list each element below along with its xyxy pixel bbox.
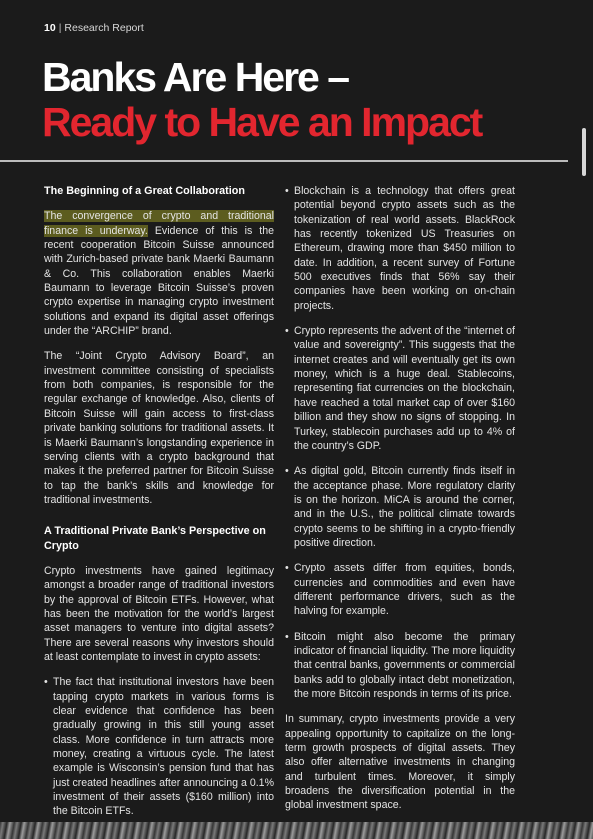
right-column	[285, 184, 515, 824]
list-item: • Blockchain is a technology that offers great potential beyond crypto assets such as the tokenization of real world assets. BlackRock has recently tokenized US Treasuries on Ethereum, drawing more than $450 million to date. In addition, a recent survey of Fortune 500 executives finds that 56% say their companies have been working on on-chain projects.	[285, 184, 515, 313]
title-divider	[0, 160, 568, 162]
scrollbar-thumb[interactable]	[582, 128, 586, 176]
section-heading-collaboration: The Beginning of a Great Collaboration	[44, 185, 245, 197]
bullet-list-left	[44, 675, 274, 818]
paragraph-advisory-board: The “Joint Crypto Advisory Board”, an investment committee consisting of specialists from both companies, is responsible for the regular exchange of knowledge. Also, clients of Bitcoin Suisse will gain access to first-class private banking solutions for traditional assets. It is Maerki Baumann’s longstanding experience in serving clients with a crypto background that makes it the preferred partner for Bitcoin Suisse to tap the bank’s skills and knowledge for traditional investments.	[44, 350, 274, 506]
title-line-2: Ready to Have an Impact	[42, 99, 482, 145]
decorative-bottom-image	[0, 822, 593, 839]
left-column	[44, 184, 274, 830]
paragraph-summary: In summary, crypto investments provide a very appealing opportunity to capitalize on the long-term growth prospects of digital assets. They also offer alternative investments in changing and turbulent times. Moreover, it simply broadens the diversification potential in the global investment space.	[285, 713, 515, 812]
page-number: 10	[44, 22, 56, 34]
paragraph-collaboration	[44, 209, 274, 338]
paragraph-text: Evidence of this is the recent cooperation Bitcoin Suisse announced with Zurich-based private bank Maerki Baumann & Co. This collaboration enables Maerki Baumann to leverage Bitcoin Suisse’s proven crypto expertise in managing crypto investment solutions and expand its digital asset offerings under the “ARCHIP” brand.	[44, 224, 274, 338]
paragraph-legitimacy: Crypto investments have gained legitimacy amongst a broader range of traditional investors by the approval of Bitcoin ETFs. However, what has been the motivation for the world’s largest asset managers to venture into digital assets? There are several reasons why investors should at least contemplate to invest in crypto assets:	[44, 564, 274, 663]
list-item: • Crypto assets differ from equities, bonds, currencies and commodities and even have different performance drivers, such as the halving for example.	[285, 561, 515, 618]
bullet-list-right	[285, 184, 515, 701]
title-line-1: Banks Are Here –	[42, 54, 349, 100]
header-section: Research Report	[64, 22, 144, 34]
list-item: • Crypto represents the advent of the “internet of value and sovereignty”. This suggests that the internet creates and will eventually get its own money, which is a huge deal. Stablecoins, representing fiat currencies on the blockchain, have reached a total market cap of over $160 billion and they show no signs of stopping. In Turkey, stablecoin purchases add up to 4% of the country’s GDP.	[285, 324, 515, 453]
highlighted-text: The convergence of crypto and traditional finance is underway.	[44, 210, 274, 237]
section-heading-perspective: A Traditional Private Bank’s Perspective on Crypto	[44, 525, 266, 552]
list-item: • As digital gold, Bitcoin currently finds itself in the acceptance phase. More regulatory clarity is on the horizon. MiCA is around the corner, and in the U.S., the political climate towards crypto seems to be shifting in a crypto-friendly positive direction.	[285, 464, 515, 550]
page-title	[42, 55, 572, 145]
list-item: • Bitcoin might also become the primary indicator of financial liquidity. The more liquidity that central banks, governments or commercial banks add to globally intact debt monetization, the more Bitcoin responds in terms of its price.	[285, 630, 515, 702]
page-header	[44, 22, 144, 34]
header-separator: |	[58, 22, 62, 34]
list-item: • The fact that institutional investors have been tapping crypto markets in various forms is clear evidence that confidence has been gradually growing in this still young asset class. More confidence in turn attracts more money, creating a virtuous cycle. The latest example is Wisconsin’s pension fund that has just created headlines after announcing a 0.1% investment of their assets ($160 million) into the Bitcoin ETFs.	[44, 675, 274, 818]
